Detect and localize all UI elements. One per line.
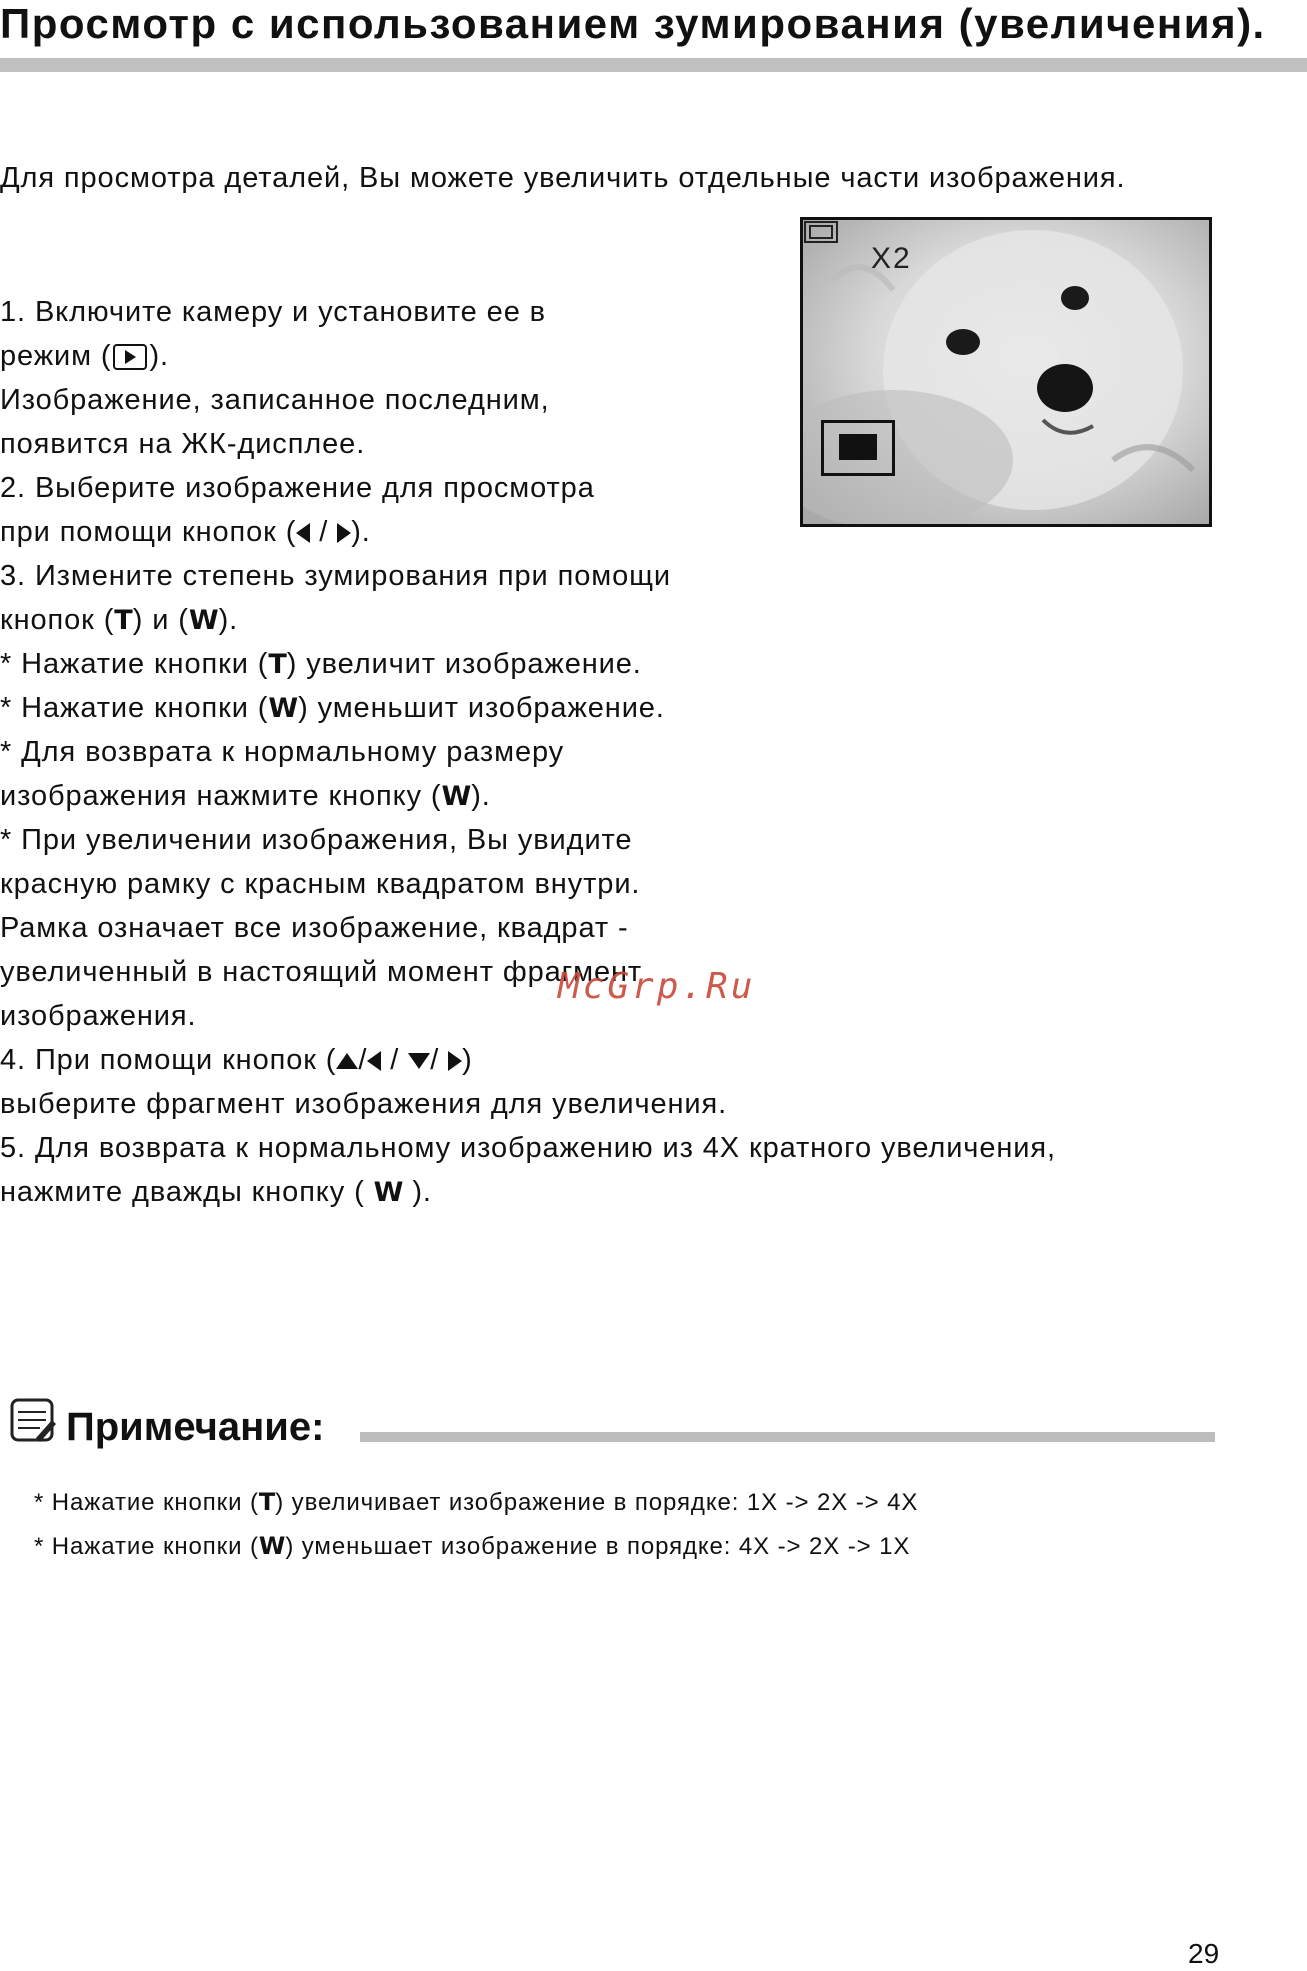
page-number: 29 — [1188, 1938, 1220, 1969]
note-list — [34, 1480, 918, 1568]
page-title: Просмотр с использованием зумирования (увеличения). — [0, 0, 1266, 47]
step-line: * Для возврата к нормальному размеру — [0, 736, 565, 768]
step-line: 3. Измените степень зумирования при помощи — [0, 560, 671, 592]
zoom-level-label: X2 — [871, 242, 912, 275]
note-item: * Нажатие кнопки (T) увеличивает изображение в порядке: 1X -> 2X -> 4X — [34, 1488, 919, 1516]
tele-button-icon: T — [268, 649, 287, 680]
step-line: изображения. — [0, 1000, 197, 1032]
step-line: увеличенный в настоящий момент фрагмент — [0, 956, 643, 988]
step-line: выберите фрагмент изображения для увеличения. — [0, 1088, 728, 1120]
tele-button-icon: T — [258, 1488, 276, 1516]
step-line: нажмите дважды кнопку ( W ). — [0, 1176, 432, 1208]
watermark: McGrp.Ru — [558, 966, 756, 1007]
step-line: режим ( ). — [0, 340, 169, 372]
wide-button-icon: W — [188, 605, 219, 636]
wide-button-icon: W — [441, 781, 472, 812]
playback-mode-icon — [113, 344, 147, 370]
step-line: изображения нажмите кнопку (W). — [0, 780, 491, 812]
step-line: появится на ЖК-дисплее. — [0, 428, 366, 460]
wide-button-icon: W — [258, 1532, 286, 1560]
left-arrow-icon — [367, 1051, 381, 1071]
note-item: * Нажатие кнопки (W) уменьшает изображение в порядке: 4X -> 2X -> 1X — [34, 1532, 911, 1560]
wide-button-icon: W — [373, 1177, 404, 1208]
step-line: 5. Для возврата к нормальному изображению из 4X кратного увеличения, — [0, 1132, 1056, 1164]
step-line: 2. Выберите изображение для просмотра — [0, 472, 595, 504]
title-rule — [0, 58, 1307, 72]
note-title: Примечание: — [66, 1405, 325, 1449]
left-arrow-icon — [296, 523, 310, 543]
dog-photo — [803, 220, 1209, 524]
wide-button-icon: W — [268, 693, 299, 724]
lcd-zoom-preview — [800, 217, 1212, 527]
note-pad-icon — [6, 1394, 58, 1446]
step-line: при помощи кнопок ( / ). — [0, 516, 371, 548]
step-line: Изображение, записанное последним, — [0, 384, 550, 416]
intro-text: Для просмотра деталей, Вы можете увеличить отдельные части изображения. — [0, 162, 1126, 194]
tele-button-icon: T — [114, 605, 133, 636]
step-line: 1. Включите камеру и установите ее в — [0, 296, 546, 328]
memory-card-icon — [803, 220, 839, 244]
step-line: * Нажатие кнопки (W) уменьшит изображение. — [0, 692, 665, 724]
note-rule — [360, 1432, 1215, 1442]
right-arrow-icon — [448, 1051, 462, 1071]
step-line: 4. При помощи кнопок ( / / / ) — [0, 1044, 473, 1076]
zoom-navigation-square — [839, 434, 877, 460]
step-line: красную рамку с красным квадратом внутри. — [0, 868, 641, 900]
step-line: кнопок (T) и (W). — [0, 604, 239, 636]
down-arrow-icon — [408, 1053, 430, 1069]
up-arrow-icon — [336, 1053, 358, 1069]
step-line: Рамка означает все изображение, квадрат - — [0, 912, 629, 944]
step-line: * При увеличении изображения, Вы увидите — [0, 824, 633, 856]
step-line: * Нажатие кнопки (T) увеличит изображение. — [0, 648, 642, 680]
right-arrow-icon — [337, 523, 351, 543]
